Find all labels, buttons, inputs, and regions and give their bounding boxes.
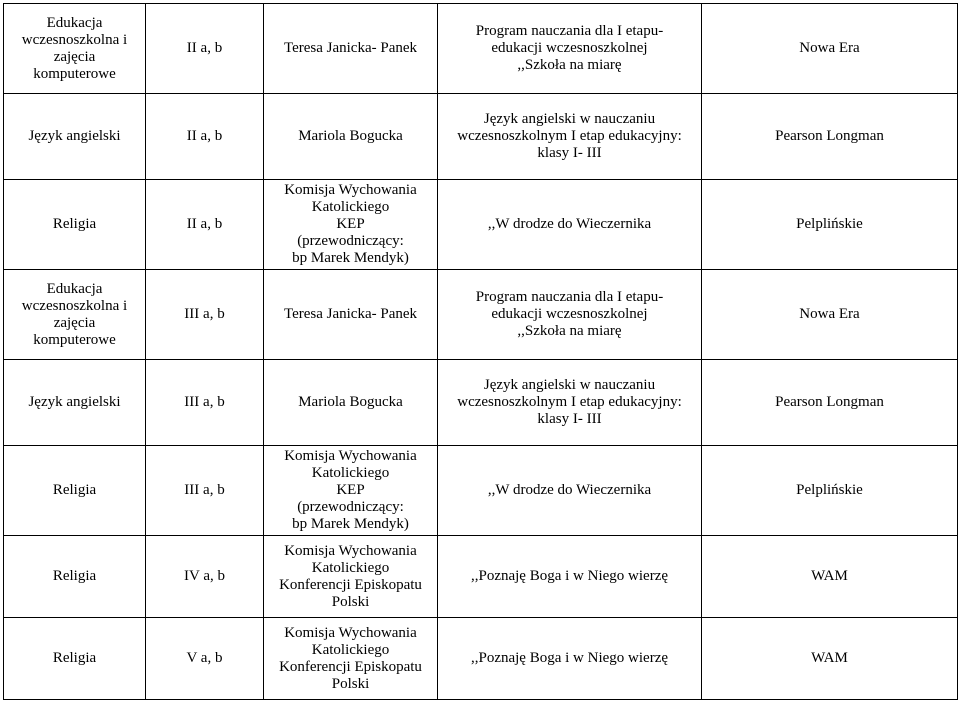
publisher-cell: WAM [702, 536, 958, 618]
classes-cell: V a, b [146, 618, 264, 700]
program-cell: Program nauczania dla I etapu- edukacji wczesnoszkolnej ,,Szkoła na miarę [438, 270, 702, 360]
table-row [4, 618, 958, 700]
author-cell: Teresa Janicka- Panek [264, 270, 438, 360]
table-row [4, 270, 958, 360]
author-cell: Teresa Janicka- Panek [264, 4, 438, 94]
program-cell: Język angielski w nauczaniu wczesnoszkolnym I etap edukacyjny: klasy I- III [438, 360, 702, 446]
publisher-cell: Nowa Era [702, 270, 958, 360]
program-cell: ,,Poznaję Boga i w Niego wierzę [438, 618, 702, 700]
classes-cell: III a, b [146, 270, 264, 360]
classes-cell: II a, b [146, 94, 264, 180]
table-row [4, 446, 958, 536]
publisher-cell: Nowa Era [702, 4, 958, 94]
subject-cell: Edukacja wczesnoszkolna i zajęcia komputerowe [4, 4, 146, 94]
classes-cell: II a, b [146, 180, 264, 270]
author-cell: Komisja Wychowania Katolickiego Konferencji Episkopatu Polski [264, 618, 438, 700]
subject-cell: Religia [4, 180, 146, 270]
subject-cell: Język angielski [4, 360, 146, 446]
subject-cell: Edukacja wczesnoszkolna i zajęcia komputerowe [4, 270, 146, 360]
table-row [4, 4, 958, 94]
table-row [4, 360, 958, 446]
program-cell: ,,Poznaję Boga i w Niego wierzę [438, 536, 702, 618]
program-cell: ,,W drodze do Wieczernika [438, 446, 702, 536]
table-row [4, 180, 958, 270]
publisher-cell: Pearson Longman [702, 94, 958, 180]
program-cell: ,,W drodze do Wieczernika [438, 180, 702, 270]
author-cell: Komisja Wychowania Katolickiego KEP (przewodniczący: bp Marek Mendyk) [264, 180, 438, 270]
classes-cell: III a, b [146, 360, 264, 446]
author-cell: Komisja Wychowania Katolickiego Konferencji Episkopatu Polski [264, 536, 438, 618]
subject-cell: Język angielski [4, 94, 146, 180]
author-cell: Mariola Bogucka [264, 94, 438, 180]
publisher-cell: Pelplińskie [702, 446, 958, 536]
subject-cell: Religia [4, 618, 146, 700]
program-cell: Program nauczania dla I etapu- edukacji wczesnoszkolnej ,,Szkoła na miarę [438, 4, 702, 94]
publisher-cell: Pearson Longman [702, 360, 958, 446]
publisher-cell: Pelplińskie [702, 180, 958, 270]
subject-cell: Religia [4, 446, 146, 536]
table-row [4, 94, 958, 180]
publisher-cell: WAM [702, 618, 958, 700]
subject-cell: Religia [4, 536, 146, 618]
program-cell: Język angielski w nauczaniu wczesnoszkolnym I etap edukacyjny: klasy I- III [438, 94, 702, 180]
author-cell: Komisja Wychowania Katolickiego KEP (przewodniczący: bp Marek Mendyk) [264, 446, 438, 536]
curriculum-table [3, 3, 958, 700]
classes-cell: III a, b [146, 446, 264, 536]
author-cell: Mariola Bogucka [264, 360, 438, 446]
classes-cell: IV a, b [146, 536, 264, 618]
table-row [4, 536, 958, 618]
classes-cell: II a, b [146, 4, 264, 94]
